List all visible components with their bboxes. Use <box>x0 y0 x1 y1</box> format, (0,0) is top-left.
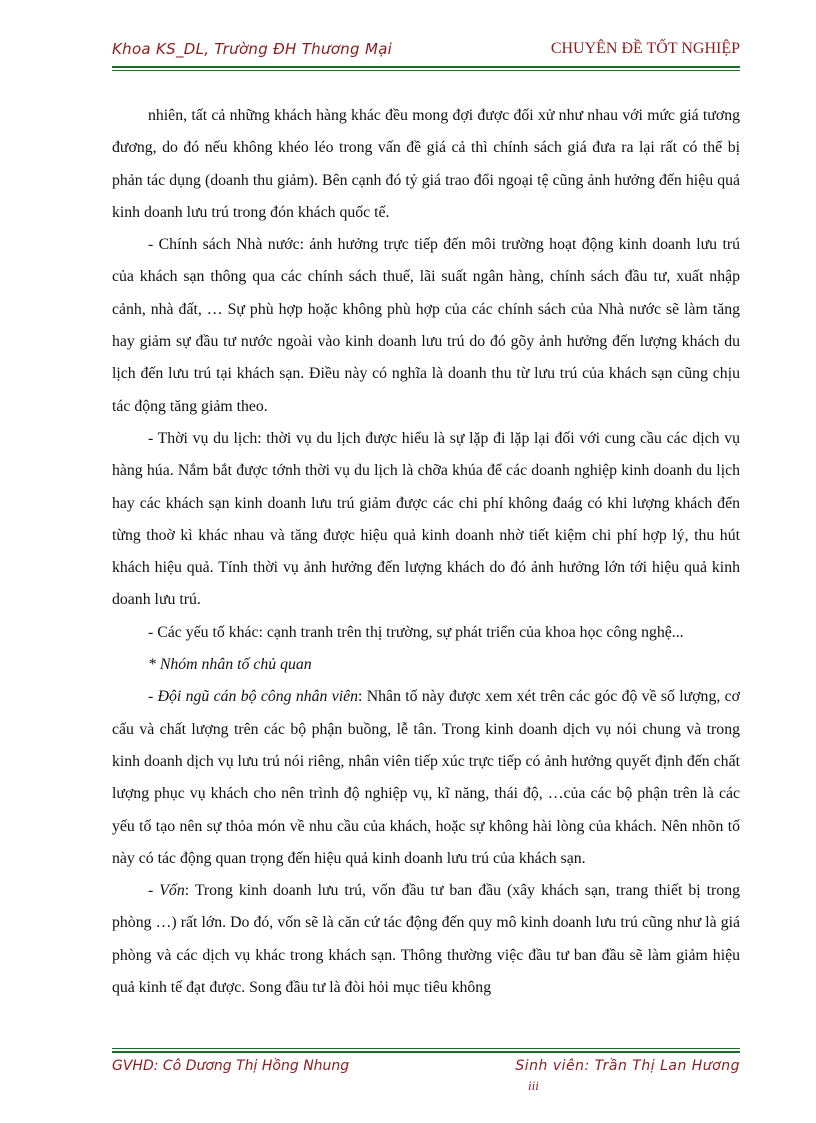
paragraph-staff-text: : Nhân tố này được xem xét trên các góc độ về số lượng, cơ cấu và chất lượng trên các bộ phận buồng, lễ tân. Trong kinh doanh dịch vụ nói chung và trong kinh doanh dịch vụ lưu trú nói riêng, nhân viên tiếp xúc trực tiếp có ảnh hưởng quyết định đến chất lượng phục vụ khách cho nên trình độ nghiệp vụ, kĩ năng, thái độ, …của các bộ phận trên là các yếu tố tạo nên sự thỏa món về nhu cầu của khách, hoặc sự không hài lòng của khách. Nên nhõn tố này có tác động quan trọng đến hiệu quả kinh doanh lưu trú của khách sạn. <box>112 688 740 867</box>
paragraph-capital-lead: - <box>148 882 160 900</box>
page-header <box>112 38 740 68</box>
footer-rule <box>112 1051 740 1053</box>
footer-rule-thin <box>112 1048 740 1049</box>
paragraph-capital-term: Vốn <box>159 882 185 900</box>
header-rule <box>112 66 740 68</box>
document-body <box>112 100 740 1004</box>
paragraph-other-factors: - Các yếu tố khác: cạnh tranh trên thị trường, sự phát triển của khoa học công nghệ... <box>148 623 684 641</box>
header-title: CHUYÊN ĐỀ TỐT NGHIỆP <box>550 40 740 57</box>
paragraph-capital <box>112 875 740 1004</box>
paragraph-staff-lead: - <box>148 688 158 706</box>
footer-student: Sinh viên: Trần Thị Lan Hương <box>515 1058 740 1074</box>
paragraph-capital-text: : Trong kinh doanh lưu trú, vốn đầu tư ban đầu (xây khách sạn, trang thiết bị trong phòng …) rất lớn. Do đó, vốn sẽ là căn cứ tác động đến quy mô kinh doanh lưu trú cũng như là giá phòng và các dịch vụ khác trong khách sạn. Thông thường việc đầu tư ban đầu sẽ làm giảm hiệu quả kinh tế đạt được. Song đầu tư là đòi hỏi mục tiêu không <box>112 882 740 997</box>
page-number: iii <box>528 1078 539 1093</box>
paragraph-staff <box>112 681 740 875</box>
subheading-subjective-factors: * Nhóm nhân tố chủ quan <box>148 656 312 674</box>
paragraph-state-policy: - Chính sách Nhà nước: ảnh hưởng trực tiếp đến môi trường hoạt động kinh doanh lưu trú của khách sạn thông qua các chính sách thuế, lãi suất ngân hàng, chính sách đầu tư, xuất nhập cảnh, nhà đất, … Sự phù hợp hoặc không phù hợp của các chính sách của Nhà nước sẽ làm tăng hay giảm sự đầu tư nước ngoài vào kinh doanh lưu trú do đó gõy ảnh hưởng đến lượng khách du lịch đến lưu trú tại khách sạn. Điều này có nghĩa là doanh thu từ lưu trú của khách sạn cũng chịu tác động tăng giảm theo. <box>112 236 740 415</box>
header-rule-thin <box>112 70 740 71</box>
paragraph-tourism-season: - Thời vụ du lịch: thời vụ du lịch được hiểu là sự lặp đi lặp lại đối với cung cầu các dịch vụ hàng húa. Nắm bắt được tớnh thời vụ du lịch là chỡa khúa để các doanh nghiệp kinh doanh du lịch hay các khách sạn kinh doanh lưu trú giảm được các chi phí không đaág có khi lượng khách đến từng thoờ kì khác nhau và tăng được hiệu quả kinh doanh nhờ tiết kiệm chi phí hợp lý, thu hút khách hiệu quả. Tính thời vụ ảnh hưởng đến lượng khách do đó ảnh hưởng lớn tới hiệu quả kinh doanh lưu trú. <box>112 429 740 609</box>
paragraph-continuation: nhiên, tất cả những khách hàng khác đều mong đợi được đối xử như nhau với mức giá tương đương, do đó nếu không khéo léo trong vấn đề giá cả thì chính sách giá đưa ra lại rất có thể bị phản tác dụng (doanh thu giảm). Bên cạnh đó tỷ giá trao đổi ngoại tệ cũng ảnh hưởng đến hiệu quả kinh doanh lưu trú trong đón khách quốc tế. <box>112 107 740 221</box>
paragraph-staff-term: Đội ngũ cán bộ công nhân viên <box>157 688 359 706</box>
footer-supervisor: GVHD: Cô Dương Thị Hồng Nhung <box>112 1058 350 1074</box>
header-faculty: Khoa KS_DL, Trường ĐH Thương Mại <box>112 40 393 58</box>
